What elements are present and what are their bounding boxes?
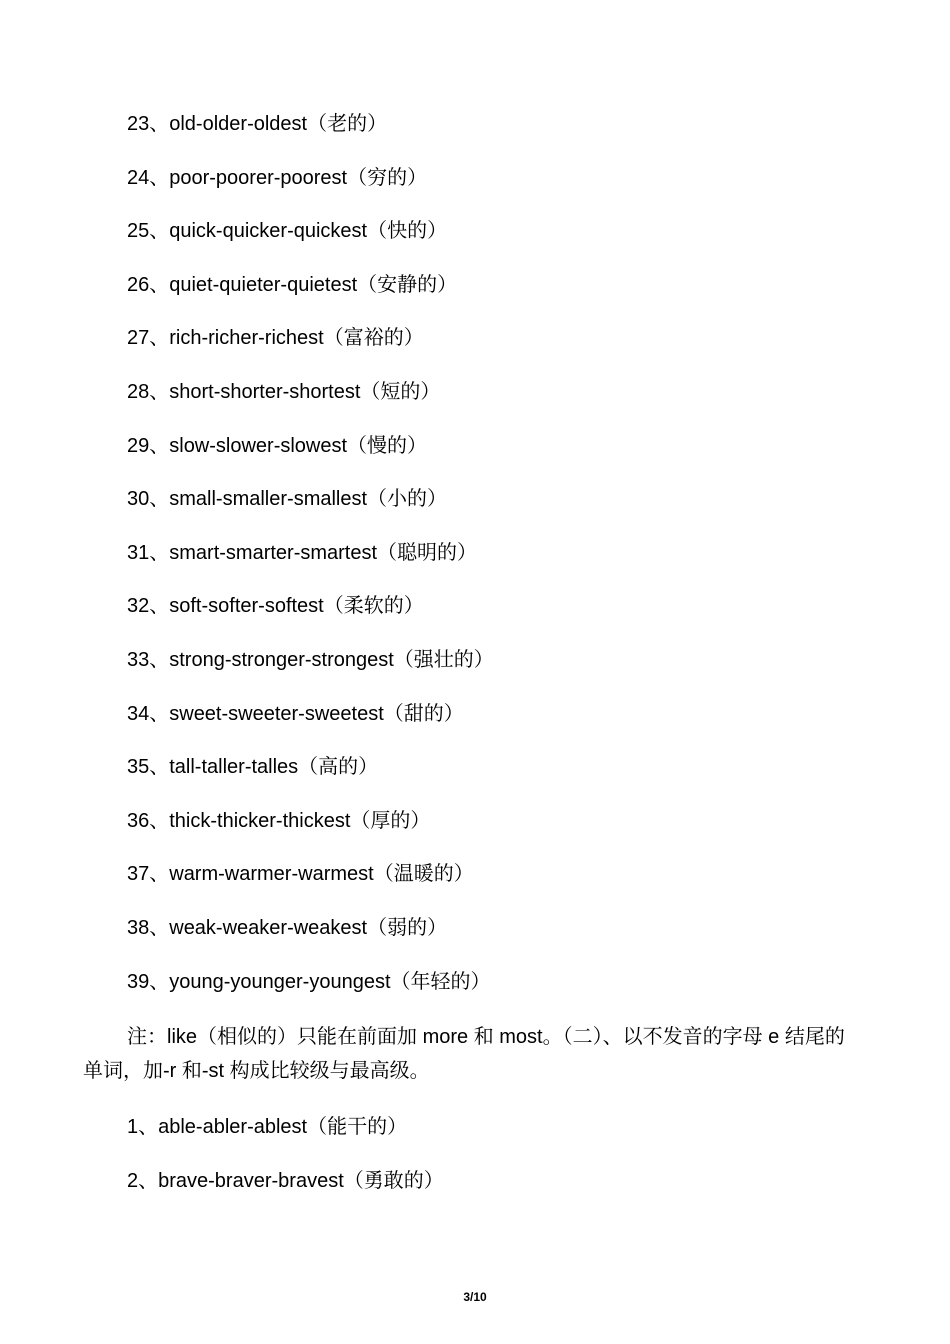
list-item: 24、poor-poorer-poorest（穷的） [127, 166, 428, 189]
list-item: 35、tall-taller-talles（高的） [127, 756, 379, 779]
list-item: 34、sweet-sweeter-sweetest（甜的） [127, 702, 464, 725]
list-item: 31、smart-smarter-smartest（聪明的） [127, 541, 478, 564]
note-paragraph: 注：like（相似的）只能在前面加 more 和 most。（二）、以不发音的字母 e 结尾的单词，加-r 和-st 构成比较级与最高级。 [83, 1026, 845, 1082]
list-item: 39、young-younger-youngest（年轻的） [127, 970, 491, 993]
list-item: 27、rich-richer-richest（富裕的） [127, 327, 424, 350]
page-number: 3/10 [463, 1290, 487, 1304]
word-list-part-1 [127, 108, 494, 1019]
list-item: 29、slow-slower-slowest（慢的） [127, 434, 428, 457]
list-item: 26、quiet-quieter-quietest（安静的） [127, 273, 458, 296]
list-item: 33、strong-stronger-strongest（强壮的） [127, 648, 494, 671]
list-item: 25、quick-quicker-quickest（快的） [127, 220, 448, 243]
list-item: 36、thick-thicker-thickest（厚的） [127, 809, 431, 832]
list-item: 38、weak-weaker-weakest（弱的） [127, 916, 448, 939]
list-item: 1、able-abler-ablest（能干的） [127, 1116, 408, 1138]
list-item: 28、short-shorter-shortest（短的） [127, 380, 441, 403]
list-item: 37、warm-warmer-warmest（温暖的） [127, 863, 474, 886]
word-list-part-2 [127, 1111, 444, 1218]
list-item: 23、old-older-oldest（老的） [127, 113, 388, 135]
list-item: 32、soft-softer-softest（柔软的） [127, 595, 424, 618]
list-item: 30、small-smaller-smallest（小的） [127, 488, 448, 511]
list-item: 2、brave-braver-bravest（勇敢的） [127, 1169, 444, 1192]
